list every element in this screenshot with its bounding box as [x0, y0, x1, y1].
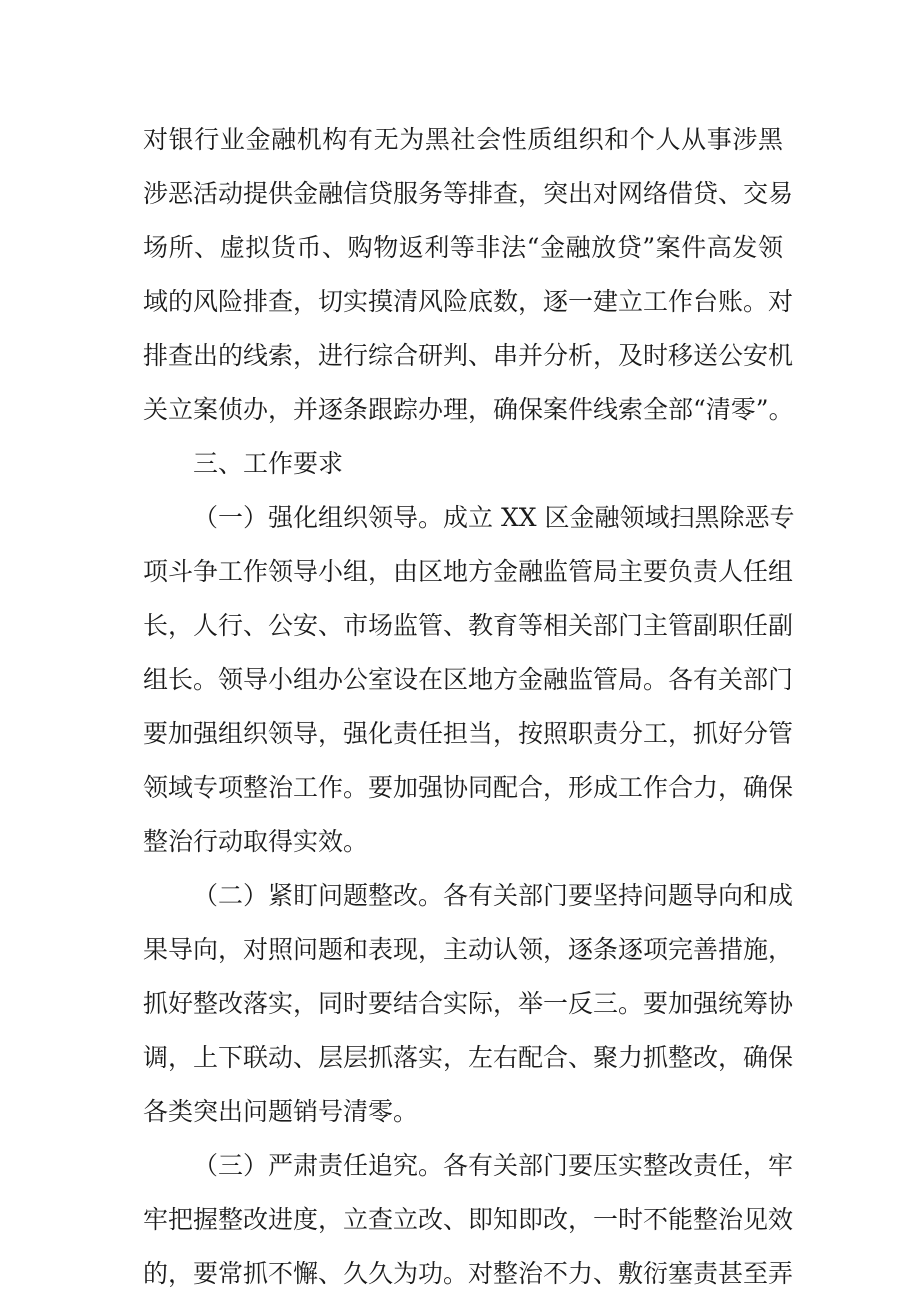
- paragraph-line: 长，人行、公安、市场监管、教育等相关部门主管副职任副: [143, 611, 794, 640]
- paragraph-line: （三）严肃责任追究。各有关部门要压实整改责任，牢: [193, 1151, 794, 1180]
- section-heading: 三、工作要求: [193, 449, 344, 478]
- paragraph-line: （一）强化组织领导。成立 XX 区金融领域扫黑除恶专: [193, 503, 795, 532]
- paragraph-line: 领域专项整治工作。要加强协同配合，形成工作合力，确保: [143, 773, 794, 802]
- paragraph-line: 各类突出问题销号清零。: [143, 1097, 419, 1126]
- paragraph-line: 整治行动取得实效。: [143, 827, 369, 856]
- paragraph-line: 项斗争工作领导小组，由区地方金融监管局主要负责人任组: [143, 557, 794, 586]
- paragraph-line: （二）紧盯问题整改。各有关部门要坚持问题导向和成: [193, 881, 794, 910]
- paragraph-line: 要加强组织领导，强化责任担当，按照职责分工，抓好分管: [143, 719, 794, 748]
- paragraph-line: 组长。领导小组办公室设在区地方金融监管局。各有关部门: [143, 665, 794, 694]
- paragraph-line: 的，要常抓不懈、久久为功。对整治不力、敷衍塞责甚至弄: [143, 1259, 794, 1288]
- paragraph-line: 牢把握整改进度，立查立改、即知即改，一时不能整治见效: [143, 1205, 794, 1234]
- paragraph-line: 果导向，对照问题和表现，主动认领，逐条逐项完善措施，: [143, 935, 794, 964]
- paragraph-line: 域的风险排查，切实摸清风险底数，逐一建立工作台账。对: [143, 287, 794, 316]
- paragraph-line: 抓好整改落实，同时要结合实际，举一反三。要加强统筹协: [143, 989, 794, 1018]
- paragraph-line: 调，上下联动、层层抓落实，左右配合、聚力抓整改，确保: [143, 1043, 794, 1072]
- paragraph-line: 场所、虚拟货币、购物返利等非法“金融放贷”案件高发领: [143, 233, 783, 262]
- paragraph-line: 涉恶活动提供金融信贷服务等排查，突出对网络借贷、交易: [143, 179, 794, 208]
- paragraph-line: 对银行业金融机构有无为黑社会性质组织和个人从事涉黑: [143, 125, 783, 154]
- paragraph-line: 关立案侦办，并逐条跟踪办理，确保案件线索全部“清零”。: [143, 395, 794, 424]
- paragraph-line: 排查出的线索，进行综合研判、串并分析，及时移送公安机: [143, 341, 794, 370]
